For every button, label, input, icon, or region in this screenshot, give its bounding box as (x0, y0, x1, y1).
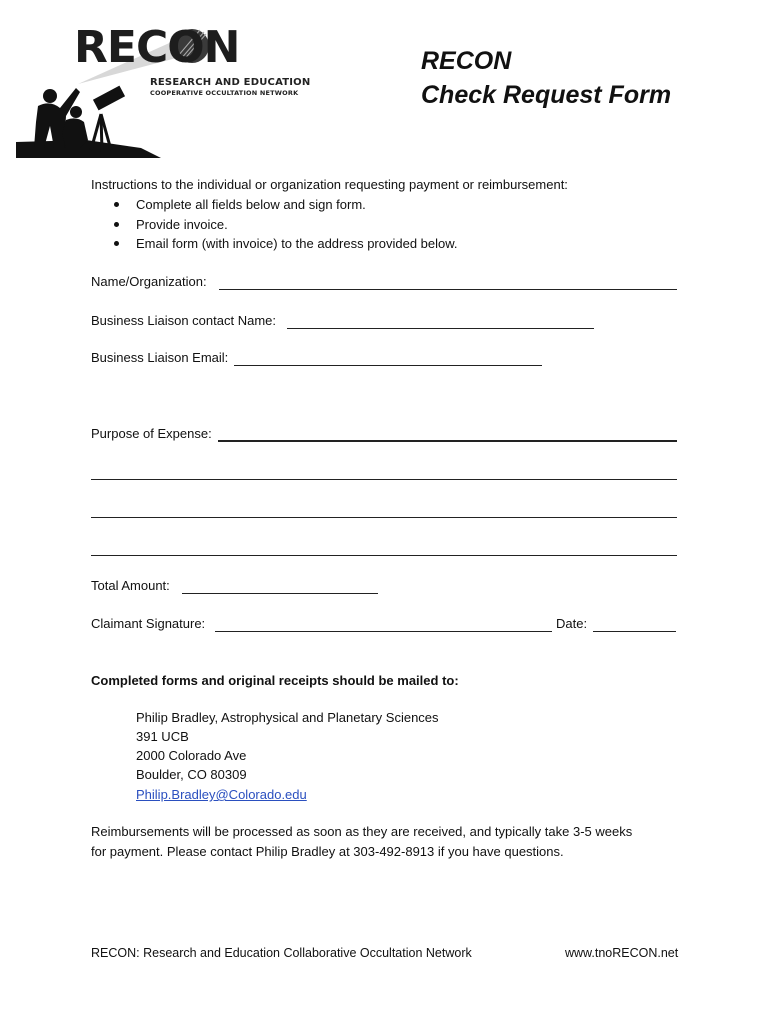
list-item: Complete all fields below and sign form. (136, 197, 366, 212)
logo-wordmark: RECON (74, 22, 240, 73)
address-line: Philip Bradley, Astrophysical and Planetary Sciences (136, 710, 439, 725)
address-line: 2000 Colorado Ave (136, 748, 247, 763)
liaison-name-field[interactable] (287, 328, 594, 329)
recon-logo (16, 22, 316, 158)
liaison-name-label: Business Liaison contact Name: (91, 313, 276, 328)
total-amount-field[interactable] (182, 593, 378, 594)
bullet-icon (114, 202, 119, 207)
footer-website: www.tnoRECON.net (565, 946, 679, 960)
reimbursement-note-line-2: for payment. Please contact Philip Bradley at 303-492-8913 if you have questions. (91, 844, 564, 859)
reimbursement-note-line-1: Reimbursements will be processed as soon as they are received, and typically take 3-5 weeks (91, 824, 633, 839)
purpose-label: Purpose of Expense: (91, 426, 212, 441)
mailing-heading: Completed forms and original receipts should be mailed to: (91, 673, 459, 688)
form-title: Check Request Form (421, 81, 672, 109)
address-line: Boulder, CO 80309 (136, 767, 247, 782)
footer-org-name: RECON: Research and Education Collaborative Occultation Network (91, 946, 472, 960)
purpose-field-line-3[interactable] (91, 517, 677, 518)
date-label: Date: (556, 616, 588, 631)
date-field[interactable] (593, 631, 676, 632)
form-title-org: RECON (421, 47, 512, 75)
logo-subtitle-1: RESEARCH AND EDUCATION (150, 77, 311, 88)
list-item: Provide invoice. (136, 217, 228, 232)
purpose-field[interactable] (218, 440, 677, 442)
purpose-field-line-4[interactable] (91, 555, 677, 556)
logo-subtitle-2: COOPERATIVE OCCULTATION NETWORK (150, 89, 299, 97)
liaison-email-field[interactable] (234, 365, 542, 366)
name-org-label: Name/Organization: (91, 274, 207, 289)
email-link[interactable]: Philip.Bradley@Colorado.edu (136, 787, 307, 802)
purpose-field-line-2[interactable] (91, 479, 677, 480)
bullet-icon (114, 222, 119, 227)
liaison-email-label: Business Liaison Email: (91, 350, 229, 365)
total-amount-label: Total Amount: (91, 578, 170, 593)
signature-field[interactable] (215, 631, 552, 632)
signature-label: Claimant Signature: (91, 616, 206, 631)
bullet-icon (114, 241, 119, 246)
address-line: 391 UCB (136, 729, 189, 744)
list-item: Email form (with invoice) to the address provided below. (136, 236, 458, 251)
instructions-intro: Instructions to the individual or organization requesting payment or reimbursement: (91, 177, 568, 192)
name-org-field[interactable] (219, 289, 677, 290)
